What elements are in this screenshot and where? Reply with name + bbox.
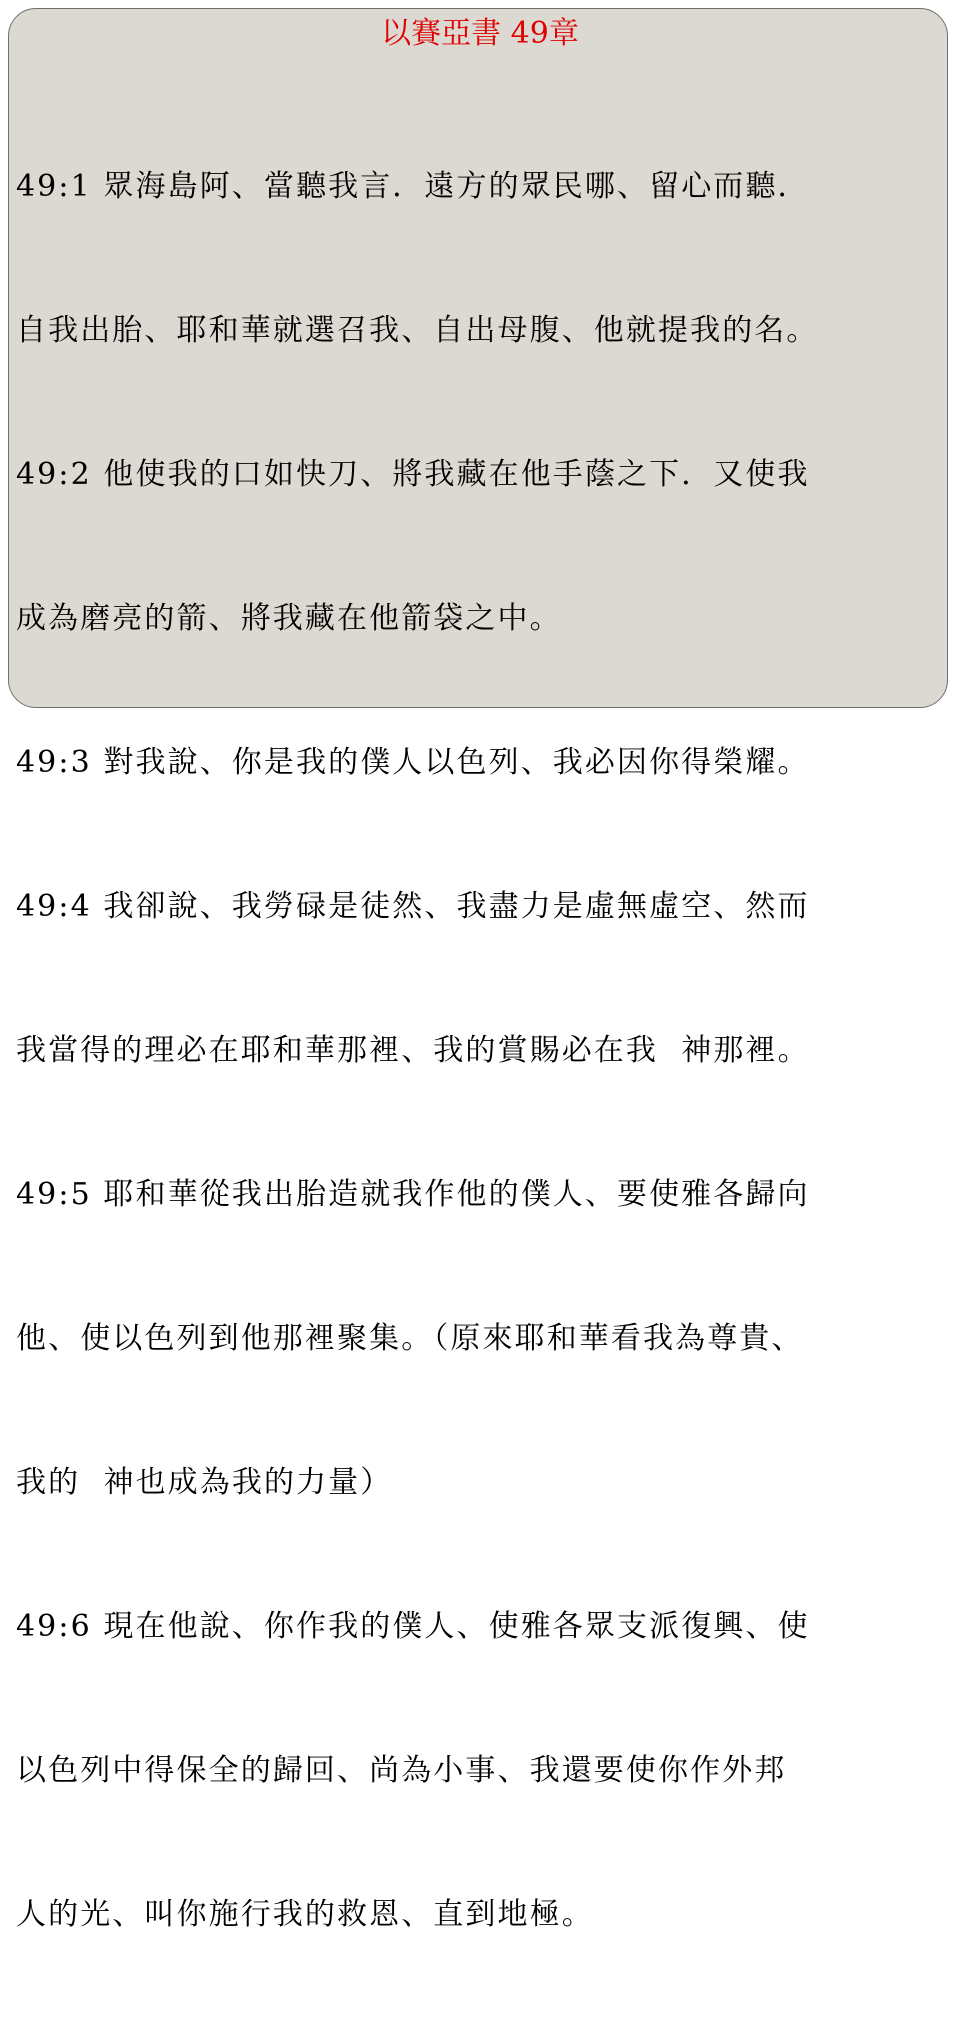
scripture-text [16, 67, 946, 2035]
text-line: 49:5 耶和華從我出胎造就我作他的僕人、要使雅各歸向 [16, 1177, 810, 1212]
text-line: 49:1 眾海島阿、當聽我言．遠方的眾民哪、留心而聽． [16, 169, 810, 204]
text-line: 49:2 他使我的口如快刀、將我藏在他手蔭之下．又使我 [16, 457, 810, 492]
text-line: 成為磨亮的箭、將我藏在他箭袋之中。 [16, 601, 562, 636]
text-line: 自我出胎、耶和華就選召我、自出母腹、他就提我的名。 [16, 313, 819, 348]
text-line: 49:4 我卻說、我勞碌是徒然、我盡力是虛無虛空、然而 [16, 889, 810, 924]
page-title: 以賽亞書 49章 [381, 16, 579, 51]
text-line: 以色列中得保全的歸回、尚為小事、我還要使你作外邦 [16, 1753, 787, 1788]
text-line: 49:3 對我說、你是我的僕人以色列、我必因你得榮耀。 [16, 745, 810, 780]
text-line: 人的光、叫你施行我的救恩、直到地極。 [16, 1897, 594, 1932]
text-line: 我當得的理必在耶和華那裡、我的賞賜必在我 神那裡。 [16, 1033, 810, 1068]
text-line: 他、使以色列到他那裡聚集。（原來耶和華看我為尊貴、 [16, 1321, 804, 1356]
text-line: 我的 神也成為我的力量） [16, 1465, 393, 1500]
text-line: 49:6 現在他說、你作我的僕人、使雅各眾支派復興、使 [16, 1609, 810, 1644]
